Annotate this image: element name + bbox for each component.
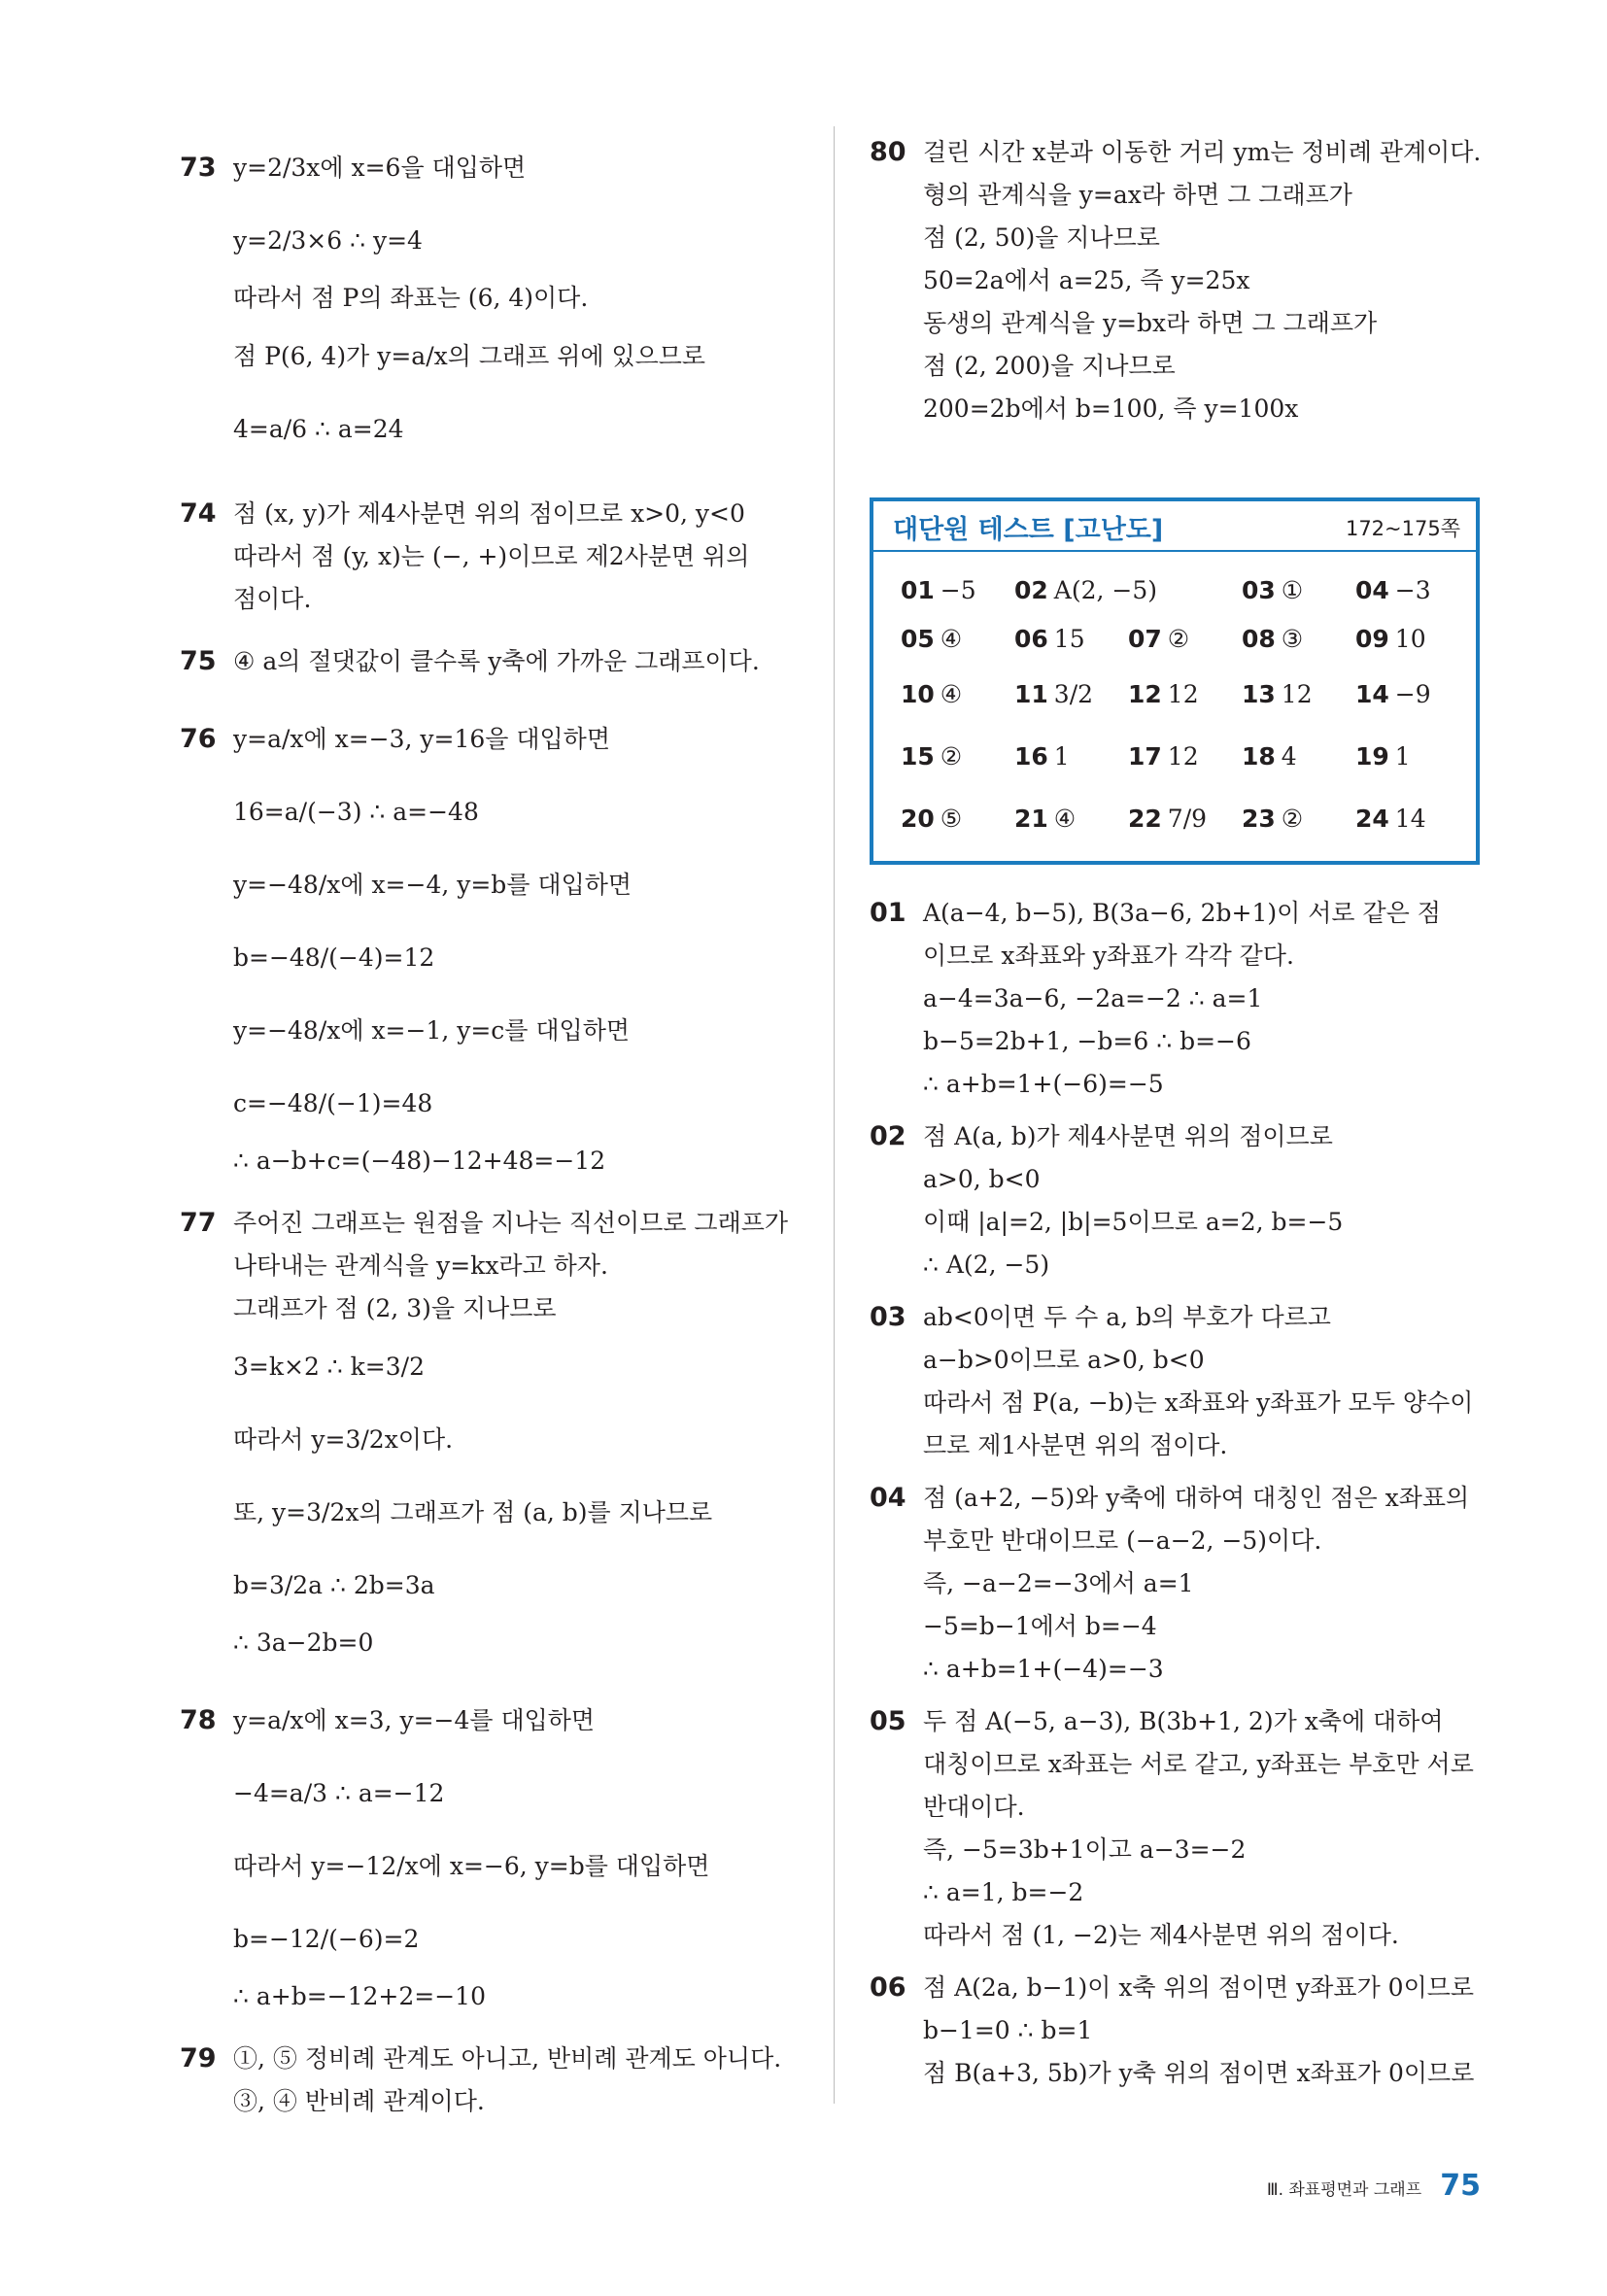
answer-value: −3 <box>1394 575 1431 604</box>
solution-line: 따라서 점 P(a, −b)는 x좌표와 y좌표가 모두 양수이 <box>923 1388 1474 1417</box>
solution-line: 그래프가 점 (2, 3)을 지나므로 <box>233 1294 557 1322</box>
answer-value: 15 <box>1053 624 1085 653</box>
problem-number: 74 <box>180 498 217 529</box>
solution-line: 따라서 점 (y, x)는 (−, +)이므로 제2사분면 위의 <box>233 542 750 570</box>
problem <box>180 131 802 465</box>
answer-number: 02 <box>1014 575 1048 604</box>
problem <box>180 640 802 683</box>
answer-number: 24 <box>1355 804 1389 833</box>
answer-number: 19 <box>1355 741 1389 771</box>
answer-cell <box>1355 680 1469 708</box>
solution-line: ∴ a−b+c=(−48)−12+48=−12 <box>233 1147 606 1175</box>
answer-value: 10 <box>1394 624 1426 653</box>
solution-line: 부호만 반대이므로 (−a−2, −5)이다. <box>923 1526 1322 1555</box>
solution-line: 점 A(a, b)가 제4사분면 위의 점이므로 <box>923 1122 1333 1150</box>
solution-line: b−1=0 ∴ b=1 <box>923 2016 1093 2044</box>
problem-number: 75 <box>180 646 217 676</box>
solution-line: ①, ⑤ 정비례 관계도 아니고, 반비례 관계도 아니다. <box>233 2044 782 2073</box>
answer-number: 09 <box>1355 624 1389 653</box>
answer-value: ④ <box>940 679 963 708</box>
solution-line: 200=2b에서 b=100, 즉 y=100x <box>923 394 1299 423</box>
answer-cell <box>901 805 1014 833</box>
answer-box-pages: 172~175쪽 <box>1345 517 1460 540</box>
answer-cell <box>1242 625 1355 653</box>
answer-number: 15 <box>901 741 935 771</box>
answer-cell <box>1242 680 1355 708</box>
solution-line: ∴ A(2, −5) <box>923 1251 1050 1279</box>
solution-line: a−4=3a−6, −2a=−2 ∴ a=1 <box>923 984 1263 1012</box>
solution-line: 또, y=3/2x의 그래프가 점 (a, b)를 지나므로 <box>233 1498 713 1526</box>
solution-line: 나타내는 관계식을 y=kx라고 하자. <box>233 1251 608 1280</box>
solution-line: ab<0이면 두 수 a, b의 부호가 다르고 <box>923 1303 1331 1331</box>
solution-line: 3=k×2 ∴ k=3/2 <box>233 1353 425 1381</box>
answer-number: 21 <box>1014 804 1048 833</box>
answer-number: 22 <box>1128 804 1162 833</box>
answer-cell <box>1014 680 1128 708</box>
solution-line: 대칭이므로 x좌표는 서로 같고, y좌표는 부호만 서로 <box>923 1750 1474 1778</box>
answer-cell <box>1128 805 1242 833</box>
answer-cell <box>901 680 1014 708</box>
answer-number: 16 <box>1014 741 1048 771</box>
answer-value: A(2, −5) <box>1053 575 1158 604</box>
solution-line: 동생의 관계식을 y=bx라 하면 그 그래프가 <box>923 309 1378 337</box>
problem <box>180 1684 802 2018</box>
column-divider <box>834 126 835 2104</box>
solution-line: 걸린 시간 x분과 이동한 거리 ym는 정비례 관계이다. <box>923 138 1482 166</box>
answer-value: 12 <box>1167 679 1199 708</box>
answer-cell <box>1014 805 1128 833</box>
problem-number: 05 <box>870 1706 906 1736</box>
solution-line: 16=a/(−3) ∴ a=−48 <box>233 798 479 826</box>
answer-value: 14 <box>1394 804 1426 833</box>
answer-value: −5 <box>940 575 976 604</box>
answer-number: 14 <box>1355 679 1389 708</box>
answer-value: 1 <box>1053 741 1070 771</box>
answer-cell <box>901 625 1014 653</box>
solution-line: 점 (2, 200)을 지나므로 <box>923 352 1176 380</box>
answer-number: 10 <box>901 679 935 708</box>
problem-number: 77 <box>180 1208 217 1238</box>
solution-line: 두 점 A(−5, a−3), B(3b+1, 2)가 x축에 대하여 <box>923 1707 1444 1735</box>
answer-number: 13 <box>1242 679 1276 708</box>
answer-number: 01 <box>901 575 935 604</box>
solution-line: 따라서 y=3/2x이다. <box>233 1425 454 1454</box>
answer-value: ④ <box>940 624 963 653</box>
answer-number: 04 <box>1355 575 1389 604</box>
problem-number: 78 <box>180 1705 217 1735</box>
answer-box <box>870 497 1480 865</box>
problem <box>870 131 1491 430</box>
solution-line: ∴ a+b=1+(−4)=−3 <box>923 1655 1164 1683</box>
solution-line: y=−48/x에 x=−1, y=c를 대입하면 <box>233 1016 631 1045</box>
answer-cell <box>1014 625 1128 653</box>
problem-number: 06 <box>870 1972 906 2003</box>
answer-value: −9 <box>1394 679 1431 708</box>
answer-number: 08 <box>1242 624 1276 653</box>
answer-number: 23 <box>1242 804 1276 833</box>
answer-value: ④ <box>1053 804 1077 833</box>
right-column-top <box>870 131 1491 430</box>
solution-line: 반대이다. <box>923 1793 1025 1821</box>
answer-cell <box>1128 625 1242 653</box>
answer-value: ② <box>1167 624 1190 653</box>
solution-line: 따라서 점 P의 좌표는 (6, 4)이다. <box>233 284 589 312</box>
solution-line: −4=a/3 ∴ a=−12 <box>233 1779 445 1807</box>
solution-line: 점 (a+2, −5)와 y축에 대하여 대칭인 점은 x좌표의 <box>923 1484 1470 1512</box>
problem-number: 03 <box>870 1302 906 1332</box>
problem <box>870 1700 1491 1957</box>
answer-number: 11 <box>1014 679 1048 708</box>
solution-line: 따라서 점 (1, −2)는 제4사분면 위의 점이다. <box>923 1921 1399 1949</box>
answer-cell <box>1242 576 1355 604</box>
answer-value: ⑤ <box>940 804 963 833</box>
solution-line: 므로 제1사분면 위의 점이다. <box>923 1431 1228 1459</box>
solution-line: ∴ a+b=1+(−6)=−5 <box>923 1070 1164 1098</box>
answer-value: ① <box>1281 575 1304 604</box>
answer-number: 03 <box>1242 575 1276 604</box>
solution-line: a−b>0이므로 a>0, b<0 <box>923 1346 1205 1374</box>
answer-number: 12 <box>1128 679 1162 708</box>
solution-line: a>0, b<0 <box>923 1165 1041 1193</box>
solution-line: 50=2a에서 a=25, 즉 y=25x <box>923 266 1250 294</box>
answer-value: 1 <box>1394 741 1411 771</box>
solution-line: 이므로 x좌표와 y좌표가 각각 같다. <box>923 942 1294 970</box>
solution-line: c=−48/(−1)=48 <box>233 1089 433 1117</box>
answer-cell <box>901 576 1014 604</box>
answer-value: 3/2 <box>1053 679 1094 708</box>
problem-number: 04 <box>870 1483 906 1513</box>
solution-line: 즉, −5=3b+1이고 a−3=−2 <box>923 1835 1247 1864</box>
footer-section-title: Ⅲ. 좌표평면과 그래프 <box>1266 2180 1422 2200</box>
problem-number: 73 <box>180 153 217 183</box>
page-number: 75 <box>1440 2169 1481 2203</box>
solution-line: y=a/x에 x=3, y=−4를 대입하면 <box>233 1706 596 1734</box>
solution-line: ③, ④ 반비례 관계이다. <box>233 2087 485 2115</box>
solution-line: ④ a의 절댓값이 클수록 y축에 가까운 그래프이다. <box>233 647 760 675</box>
solution-line: ∴ a=1, b=−2 <box>923 1878 1084 1906</box>
answer-cell <box>1355 805 1469 833</box>
answer-value: 4 <box>1281 741 1297 771</box>
problem <box>870 1296 1491 1467</box>
solution-line: 이때 |a|=2, |b|=5이므로 a=2, b=−5 <box>923 1208 1344 1236</box>
solution-line: 따라서 y=−12/x에 x=−6, y=b를 대입하면 <box>233 1852 710 1880</box>
answer-cell <box>1242 742 1355 771</box>
answer-number: 17 <box>1128 741 1162 771</box>
answer-cell <box>901 742 1014 771</box>
answer-value: 7/9 <box>1167 804 1208 833</box>
page-footer <box>1267 2169 1481 2203</box>
answer-cell <box>1014 742 1128 771</box>
solution-line: 점이다. <box>233 585 312 613</box>
answer-cell <box>1242 805 1355 833</box>
answer-value: ② <box>1281 804 1304 833</box>
solution-line: b=−48/(−4)=12 <box>233 943 435 972</box>
solution-line: y=−48/x에 x=−4, y=b를 대입하면 <box>233 871 633 899</box>
answer-cell <box>1128 680 1242 708</box>
answer-cell <box>1355 742 1469 771</box>
problem <box>870 892 1491 1106</box>
solution-line: 주어진 그래프는 원점을 지나는 직선이므로 그래프가 <box>233 1209 789 1237</box>
solution-line: 점 B(a+3, 5b)가 y축 위의 점이면 x좌표가 0이므로 <box>923 2059 1475 2087</box>
solution-line: 점 (x, y)가 제4사분면 위의 점이므로 x>0, y<0 <box>233 499 745 528</box>
solution-line: A(a−4, b−5), B(3a−6, 2b+1)이 서로 같은 점 <box>923 899 1441 927</box>
answer-number: 07 <box>1128 624 1162 653</box>
problem-number: 79 <box>180 2043 217 2073</box>
answer-cell <box>1355 576 1469 604</box>
answer-number: 20 <box>901 804 935 833</box>
problem <box>180 703 802 1182</box>
solution-line: 4=a/6 ∴ a=24 <box>233 415 404 443</box>
problem <box>870 1477 1491 1691</box>
solution-line: y=a/x에 x=−3, y=16을 대입하면 <box>233 725 610 753</box>
answer-value: 12 <box>1167 741 1199 771</box>
left-column <box>180 131 802 2123</box>
problem <box>870 1967 1491 2095</box>
problem <box>180 1202 802 1664</box>
solution-line: 형의 관계식을 y=ax라 하면 그 그래프가 <box>923 181 1352 209</box>
solution-line: 즉, −a−2=−3에서 a=1 <box>923 1569 1194 1597</box>
problem-number: 76 <box>180 724 217 754</box>
problem <box>180 493 802 621</box>
answer-value: ② <box>940 741 963 771</box>
problem-number: 80 <box>870 137 906 167</box>
problem <box>180 2038 802 2123</box>
solution-line: y=2/3x에 x=6을 대입하면 <box>233 154 527 182</box>
answer-cell <box>1355 625 1469 653</box>
answer-cell <box>1128 742 1242 771</box>
solution-line: y=2/3×6 ∴ y=4 <box>233 226 423 255</box>
answer-value: 12 <box>1281 679 1313 708</box>
solution-line: −5=b−1에서 b=−4 <box>923 1612 1157 1640</box>
solution-line: b−5=2b+1, −b=6 ∴ b=−6 <box>923 1027 1251 1055</box>
answer-box-header <box>873 501 1476 552</box>
problem-number: 01 <box>870 898 906 928</box>
answer-number: 06 <box>1014 624 1048 653</box>
problem <box>870 1115 1491 1286</box>
solution-line: ∴ a+b=−12+2=−10 <box>233 1982 486 2010</box>
answer-number: 05 <box>901 624 935 653</box>
solution-line: 점 (2, 50)을 지나므로 <box>923 223 1160 252</box>
answer-cell <box>1014 576 1242 604</box>
solution-line: ∴ 3a−2b=0 <box>233 1628 374 1657</box>
solution-line: b=3/2a ∴ 2b=3a <box>233 1571 435 1599</box>
answer-value: ③ <box>1281 624 1304 653</box>
solution-line: 점 P(6, 4)가 y=a/x의 그래프 위에 있으므로 <box>233 342 706 370</box>
answer-grid <box>901 565 1466 849</box>
answer-box-title: 대단원 테스트 [고난도] <box>893 515 1164 545</box>
answer-number: 18 <box>1242 741 1276 771</box>
solution-line: 점 A(2a, b−1)이 x축 위의 점이면 y좌표가 0이므로 <box>923 1973 1475 2002</box>
solution-line: b=−12/(−6)=2 <box>233 1925 420 1953</box>
right-column-bottom <box>870 892 1491 2095</box>
problem-number: 02 <box>870 1121 906 1151</box>
